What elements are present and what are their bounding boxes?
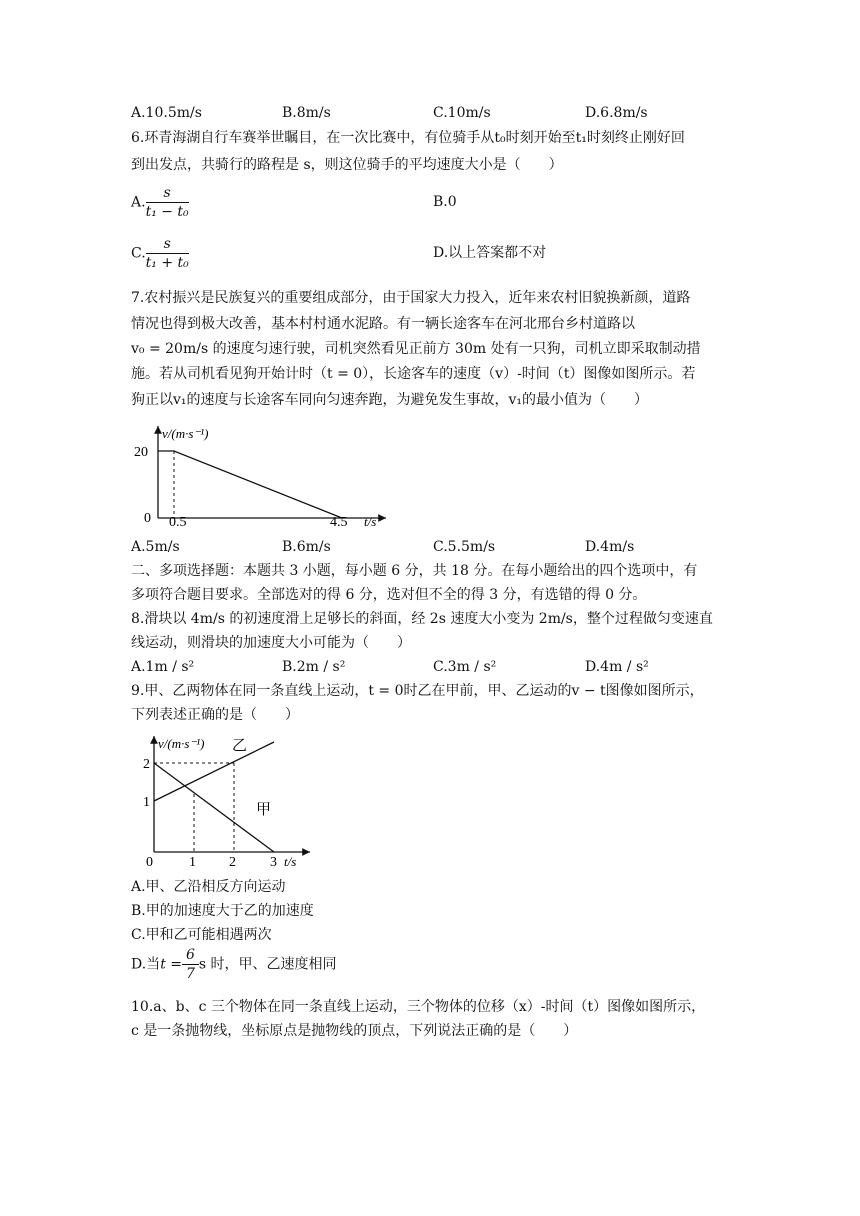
q6-stem-line1: 6.环青海湖自行车赛举世瞩目，在一次比赛中，有位骑手从t₀时刻开始至t₁时刻终止刚好回 <box>131 130 685 146</box>
q9-option-a: A.甲、乙沿相反方向运动 <box>131 879 286 895</box>
q9-option-d-suffix: s 时，甲、乙速度相同 <box>198 956 337 973</box>
q7-y-axis-label: v/(m·s⁻¹) <box>162 426 209 441</box>
q7-stem-line5: 狗正以v₁的速度与长途客车同向匀速奔跑，为避免发生事故，v₁的最小值为（ ） <box>131 392 649 408</box>
q7-option-d: D.4m/s <box>585 539 635 555</box>
q9-option-c: C.甲和乙可能相遇两次 <box>131 927 272 943</box>
q9-velocity-time-graph <box>140 728 320 866</box>
q6-option-a-fraction <box>146 184 189 221</box>
q8-option-b: B.2m / s² <box>282 659 346 675</box>
q9-option-d-prefix: D.当 <box>131 956 161 973</box>
q8-stem-line2: 线运动，则滑块的加速度大小可能为（ ） <box>131 635 411 651</box>
q9-label-jia: 甲 <box>256 802 272 818</box>
q7-stem-line1: 7.农村振兴是民族复兴的重要组成部分，由于国家大力投入，近年来农村旧貌换新颜，道路 <box>131 290 691 306</box>
q6-option-d: D.以上答案都不对 <box>433 245 547 261</box>
q5-option-c: C.10m/s <box>433 105 491 121</box>
section2-heading-line1: 二、多项选择题：本题共 3 小题，每小题 6 分，共 18 分。在每小题给出的四个选项中，有 <box>131 563 698 579</box>
q5-option-a: A.10.5m/s <box>131 105 202 121</box>
q7-tick-20: 20 <box>134 445 148 460</box>
q8-options <box>0 657 860 677</box>
q7-option-a: A.5m/s <box>131 539 180 555</box>
q7-option-c: C.5.5m/s <box>433 539 496 555</box>
q10-stem-line1: 10.a、b、c 三个物体在同一条直线上运动，三个物体的位移（x）-时间（t）图像如图所示， <box>131 999 706 1015</box>
q7-stem-line4: 施。若从司机看见狗开始计时（t = 0），长途客车的速度（v）-时间（t）图像如图所示。若 <box>131 366 696 382</box>
q9-label-yi: 乙 <box>232 738 248 754</box>
q7-tick-0: 0 <box>144 511 151 526</box>
q9-stem-line2: 下列表述正确的是（ ） <box>131 707 299 723</box>
fraction-denominator: 7 <box>186 966 195 982</box>
fraction-denominator: t₁ + t₀ <box>145 255 189 271</box>
fraction-numerator: s <box>146 235 189 254</box>
q9-option-d <box>131 946 337 983</box>
q9-option-d-fraction <box>182 946 199 983</box>
fraction-denominator: t₁ − t₀ <box>145 204 189 220</box>
q7-x-axis-label: t/s <box>364 514 377 529</box>
q6-option-a <box>131 184 189 221</box>
q7-tick-0.5: 0.5 <box>169 515 187 530</box>
q9-y-axis-label: v/(m·s⁻¹) <box>158 736 205 751</box>
q6-option-c-prefix: C. <box>131 245 146 262</box>
q9-tick-x3: 3 <box>270 855 277 866</box>
q7-stem-line3: v₀ = 20m/s 的速度匀速行驶，司机突然看见正前方 30m 处有一只狗，司机立即采取制动措 <box>131 341 701 357</box>
fraction-numerator: s <box>146 184 189 203</box>
q9-option-d-t: t = <box>160 956 182 973</box>
q5-option-b: B.8m/s <box>282 105 331 121</box>
q8-option-a: A.1m / s² <box>131 659 195 675</box>
q7-options <box>0 537 860 557</box>
q9-tick-x2: 2 <box>229 855 236 866</box>
q9-stem-line1: 9.甲、乙两物体在同一条直线上运动，t = 0时乙在甲前，甲、乙运动的v − t图像如图所示， <box>131 683 704 699</box>
q7-velocity-time-graph <box>128 418 398 534</box>
q6-option-c-fraction <box>146 235 189 272</box>
q5-option-d: D.6.8m/s <box>585 105 648 121</box>
q8-stem-line1: 8.滑块以 4m/s 的初速度滑上足够长的斜面，经 2s 速度大小变为 2m/s，整个过程做匀变速直 <box>131 611 713 627</box>
q6-stem-line2: 到出发点，共骑行的路程是 s，则这位骑手的平均速度大小是（ ） <box>131 157 563 173</box>
section2-heading-line2: 多项符合题目要求。全部选对的得 6 分，选对但不全的得 3 分，有选错的得 0 分。 <box>131 587 647 603</box>
q9-tick-0: 0 <box>146 855 153 866</box>
q6-option-c <box>131 235 189 272</box>
q8-option-c: C.3m / s² <box>433 659 497 675</box>
q7-tick-4.5: 4.5 <box>330 515 348 530</box>
q10-stem-line2: c 是一条抛物线，坐标原点是抛物线的顶点，下列说法正确的是（ ） <box>131 1023 578 1039</box>
q9-option-b: B.甲的加速度大于乙的加速度 <box>131 903 314 919</box>
q9-tick-y2: 2 <box>143 757 150 772</box>
q7-option-b: B.6m/s <box>282 539 331 555</box>
q9-x-axis-label: t/s <box>284 854 297 866</box>
q6-option-b: B.0 <box>433 194 457 210</box>
q8-option-d: D.4m / s² <box>585 659 649 675</box>
q9-tick-y1: 1 <box>143 795 150 810</box>
q6-option-a-prefix: A. <box>131 194 146 211</box>
q7-series-line <box>158 451 342 518</box>
q7-stem-line2: 情况也得到极大改善，基本村村通水泥路。有一辆长途客车在河北邢台乡村道路以 <box>131 316 635 332</box>
q5-options <box>0 103 860 123</box>
fraction-numerator: 6 <box>182 946 199 965</box>
q9-tick-x1: 1 <box>189 855 196 866</box>
